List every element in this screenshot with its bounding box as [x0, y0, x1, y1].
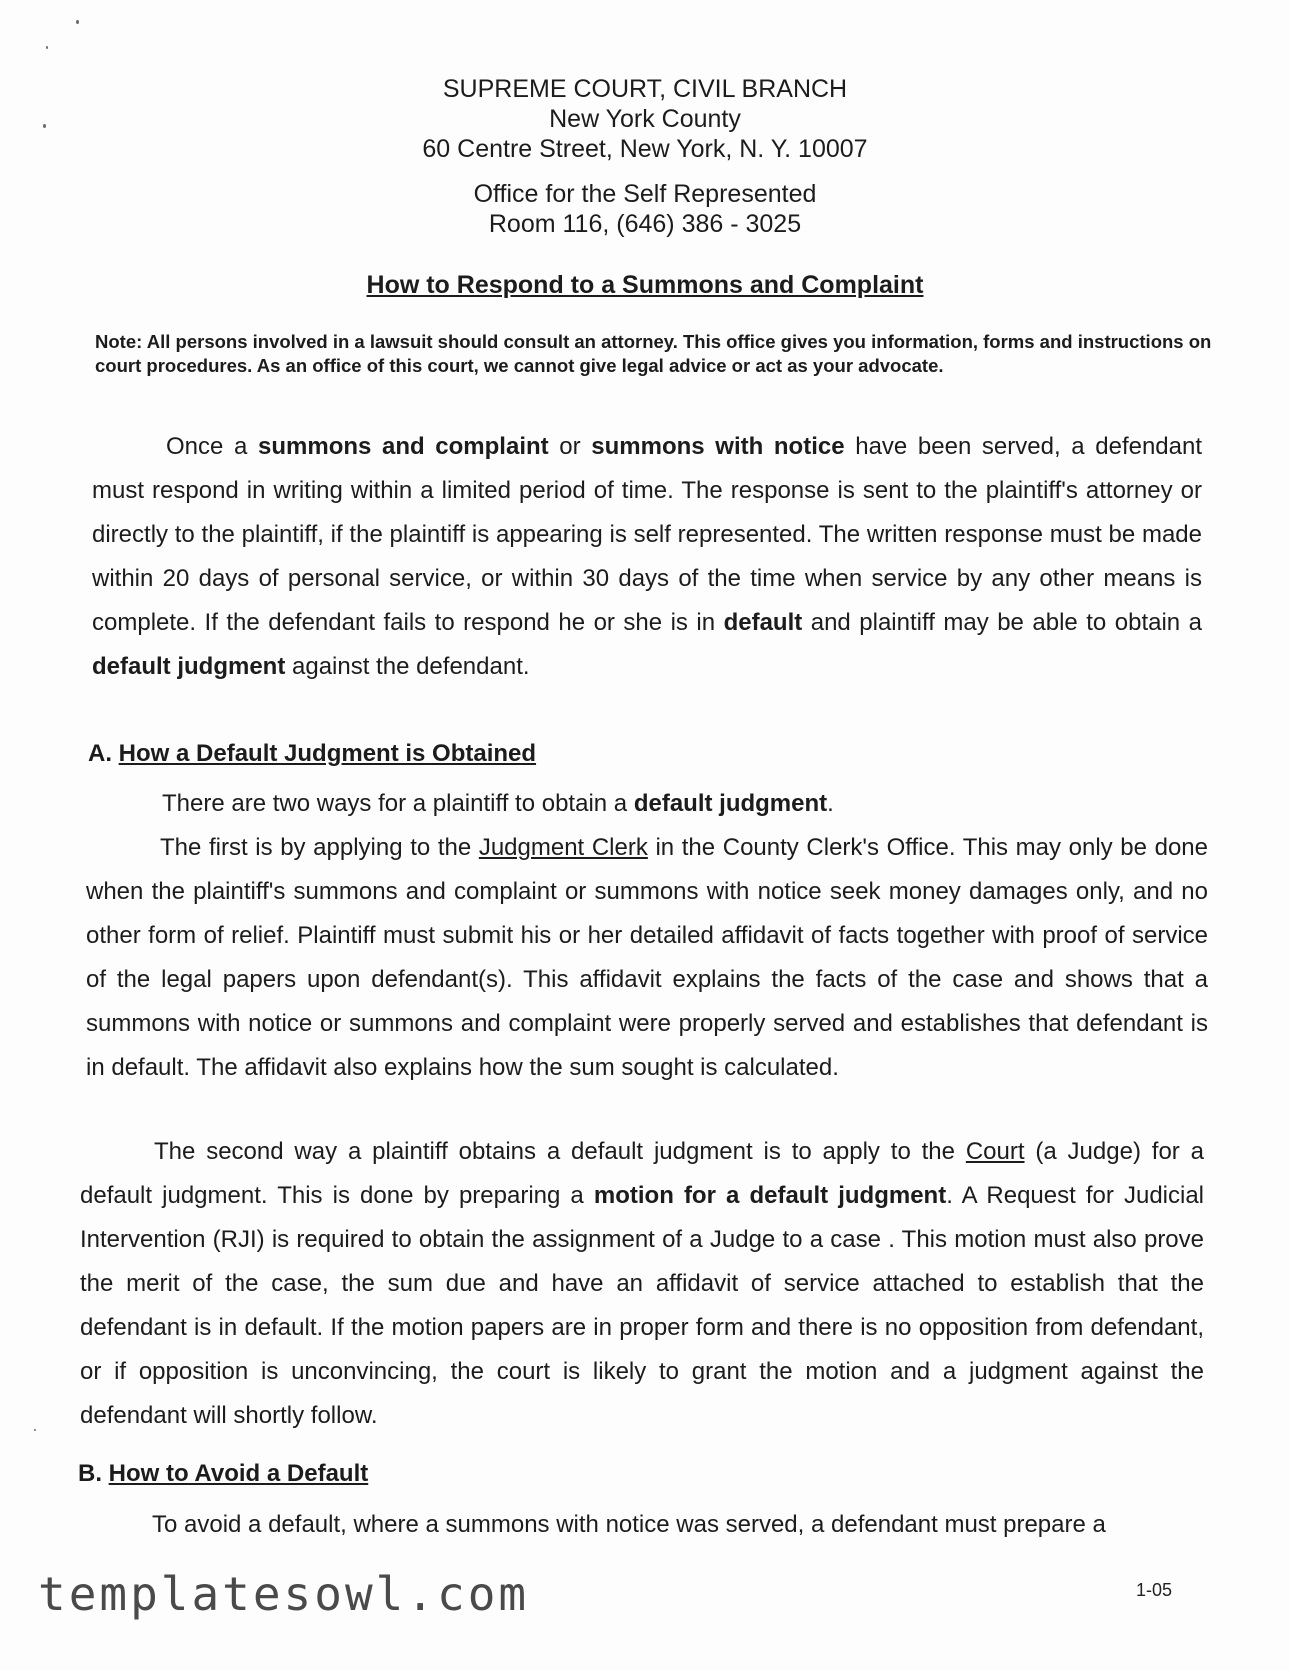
section-a-letter: A. — [88, 740, 112, 767]
disclaimer-note — [95, 330, 1215, 378]
watermark: templatesowl.com — [38, 1567, 530, 1621]
section-a-text: There are two ways for a plaintiff to obtain a — [162, 790, 634, 817]
section-a-text: in the County Clerk's Office. This may only be done when the plaintiff's summons and complaint or summons with notice seek money damages only, and no other form of relief. Plaintiff must submit his or her detailed affidavit of facts together with proof of service of the legal papers upon defendant(s). This affidavit explains the facts of the case and shows that a summons with notice or summons and complaint were properly served and establishes that defendant is in default. The affidavit also explains how the sum sought is calculated. — [86, 834, 1208, 1081]
term-default-judgment: default judgment — [92, 653, 286, 680]
intro-text: and plaintiff may be able to obtain a — [802, 609, 1202, 636]
section-a-text: . — [827, 790, 834, 817]
intro-paragraph — [92, 425, 1202, 689]
scan-speck — [46, 46, 48, 49]
section-b-text: To avoid a default, where a summons with notice was served, a defendant must prepare a — [152, 1511, 1106, 1538]
section-a-text: (a Judge) for a default judgment. This is done by preparing a — [80, 1138, 1204, 1209]
court-header — [0, 74, 1290, 164]
term-default-judgment: default judgment — [633, 790, 828, 817]
section-a-paragraph-1 — [88, 782, 1208, 826]
section-a-text: The second way a plaintiff obtains a default judgment is to apply to the — [154, 1138, 966, 1165]
note-text: All persons involved in a lawsuit should consult an attorney. This office gives you information, forms and instructions on court procedures. As an office of this court, we cannot give legal advice or act as your advocate. — [95, 331, 1212, 376]
office-room-phone: Room 116, (646) 386 - 3025 — [488, 210, 802, 238]
section-a-title: How a Default Judgment is Obtained — [118, 740, 537, 767]
term-default: default — [723, 609, 803, 636]
section-b-heading — [78, 1460, 368, 1488]
office-header — [0, 179, 1290, 239]
section-a-paragraph-3 — [80, 1130, 1204, 1438]
footer-form-code: 1-05 — [1136, 1580, 1173, 1600]
term-court: Court — [965, 1138, 1025, 1165]
section-a-text: . A Request for Judicial Intervention (RJI) is required to obtain the assignment of a Judge to a case . This motion must also prove the merit of the case, the sum due and have an affidavit of service attached to establish that the defendant is in default. If the motion papers are in proper form and there is no opposition from defendant, or if opposition is unconvincing, the court is likely to grant the motion and a judgment against the defendant will shortly follow. — [80, 1182, 1205, 1429]
term-summons-and-complaint: summons and complaint — [258, 433, 549, 460]
section-a-text: The first is by applying to the — [160, 834, 479, 861]
section-a-heading — [88, 740, 536, 768]
scan-speck — [76, 20, 79, 24]
section-b-title: How to Avoid a Default — [108, 1460, 369, 1487]
document-title: How to Respond to a Summons and Complaint — [366, 271, 924, 299]
section-b-letter: B. — [78, 1460, 102, 1487]
county-name: New York County — [549, 105, 741, 133]
court-address: 60 Centre Street, New York, N. Y. 10007 — [422, 135, 868, 163]
intro-text: Once a — [166, 433, 258, 460]
term-motion-for-default-judgment: motion for a default judgment — [593, 1182, 947, 1209]
scan-speck — [34, 1429, 36, 1431]
intro-text: have been served, a defendant must respond in writing within a limited period of time. The response is sent to the plaintiff's attorney or directly to the plaintiff, if the plaintiff is appearing is self represented. The written response must be made within 20 days of personal service, or within 30 days of the time when service by any other means is complete. If the defendant fails to respond he or she is in — [92, 433, 1203, 636]
term-summons-with-notice: summons with notice — [591, 433, 845, 460]
court-name: SUPREME COURT, CIVIL BRANCH — [442, 75, 848, 103]
section-a-paragraph-2 — [86, 826, 1208, 1090]
note-label: Note: — [95, 331, 143, 352]
term-judgment-clerk: Judgment Clerk — [478, 834, 648, 861]
office-name: Office for the Self Represented — [473, 180, 817, 208]
section-b-paragraph-1 — [78, 1503, 1208, 1547]
intro-text: against the defendant. — [285, 653, 530, 680]
intro-text: or — [548, 433, 592, 460]
